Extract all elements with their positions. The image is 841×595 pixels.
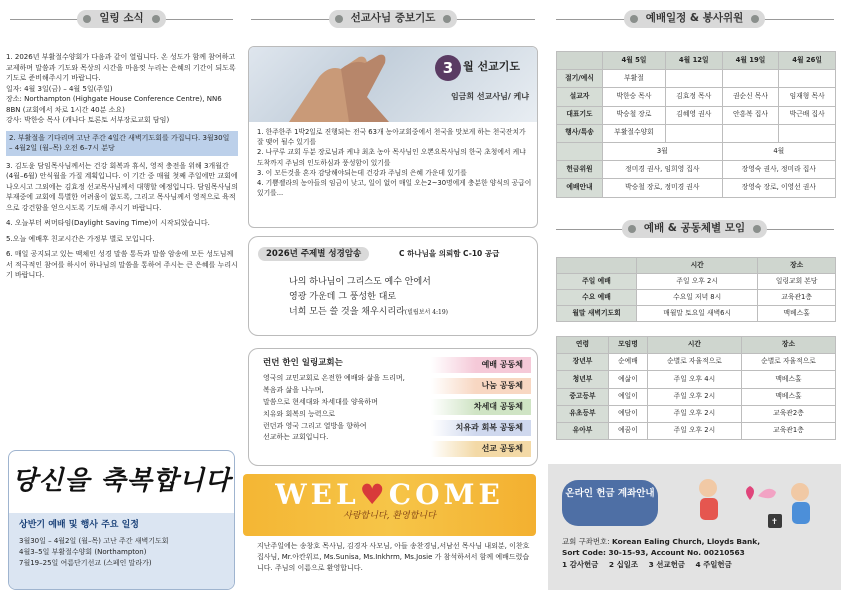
row-label (557, 142, 603, 160)
table-row (557, 106, 836, 124)
table-cell: 박승철 장로 (603, 106, 666, 124)
community-tag: 선교 공동체 (431, 441, 531, 457)
worship-times-table (556, 257, 836, 322)
table-row (557, 388, 836, 405)
church-vision-title: 런던 한인 일링교회는 (263, 358, 343, 368)
date-header: 4월 5일 (603, 52, 666, 70)
table-cell: 정미경 권사, 임희영 집사 (603, 161, 723, 179)
table-cell: 교육관1층 (758, 290, 836, 306)
prayer-item: 3. 이 모든것을 혼자 감당해야되는데 건강과 주님의 은혜 가운데 있기를 (257, 168, 467, 177)
news-item-text: 1. 2026년 부활절수양회가 다음과 같이 열립니다. 온 성도가 함께 참여하고 교제하며 말씀과 기도와 목상의 시간을 마음껏 누리는 은혜의 기간이 되도록 기도로 준비해주시기 바랍니다. (6, 53, 236, 82)
column-header: 장소 (758, 258, 836, 274)
table-cell (779, 124, 836, 142)
vision-line: 치유와 회복의 능력으로 (263, 409, 336, 418)
verse-line: 영광 가운데 그 풍성한 대로 (289, 291, 397, 302)
online-offering-panel (548, 464, 841, 590)
table-row (557, 124, 836, 142)
row-label: 설교자 (557, 88, 603, 106)
table-header-row (557, 52, 836, 70)
community-tag: 차세대 공동체 (431, 399, 531, 415)
table-cell (779, 70, 836, 88)
table-cell: 순예배 (609, 354, 648, 371)
prayer-item: 4. 기쁨젤라의 농아들의 임금이 낮고, 일이 없어 매일 오는2~30명에게 충분한 양식의 공급이 있기를... (257, 178, 532, 198)
table-cell: 김혜영 권사 (665, 106, 722, 124)
blessing-card (8, 450, 235, 590)
news-item: 5.오늘 예배후 친교시간은 가정부 별로 모입니다. (6, 234, 155, 243)
date-header: 4월 26일 (779, 52, 836, 70)
table-cell (722, 70, 779, 88)
table-row (557, 422, 836, 439)
table-cell: 박근배 집사 (779, 106, 836, 124)
offering-type: 1 감사헌금 (562, 559, 599, 569)
month-cell: 4월 (722, 142, 835, 160)
news-item: 3. 김도윤 담임목사님께서는 건강 회복과 휴식, 영적 충전을 위해 3개월간 (4월–6월) 안식월을 가질 계획입니다. 이 기간 중 매월 첫째 주일에만 교회에 나오시고 그외에는 김효정 선교목사님께서 대행할 예정입니다. 담임목사님의 부재중에 교회에 특별한 어려움이 없도록, 그리고 목사님께서 영적으로 육적으로 강건함을 얻으시도록 기도해 주시기 바랍니다. (6, 161, 238, 212)
column-header: 시간 (637, 258, 758, 274)
row-label: 수요 예배 (557, 290, 637, 306)
table-cell: 장영숙 권사, 정미라 집사 (722, 161, 835, 179)
news-list (6, 52, 238, 286)
welcome-title-a: WEL (275, 478, 360, 511)
blessing-row: 3월30일 – 4월2일 (월–목) 고난 주간 새벽기도회 (19, 537, 169, 546)
prayer-month-number: 3 (435, 55, 461, 81)
table-row (557, 161, 836, 179)
table-cell: 부활절 (603, 70, 666, 88)
memory-verse-topic: C 하나님을 의뢰함 C-10 공급 (399, 249, 500, 258)
prayer-missionary: 임금희 선교사님/ 케냐 (450, 92, 529, 101)
news-item-text: 일자: 4월 3일(금) – 4월 5일(주일) (6, 84, 113, 93)
verse-line-text: 너희 모든 쓸 것을 채우시리라 (289, 306, 405, 317)
row-label: 청년부 (557, 371, 609, 388)
bank-line-2: Sort Code: 30-15-93, Account No. 00210563 (562, 548, 745, 558)
news-item-text: 장소: Northampton (Highgate House Conference Centre), NN6 8BN (교회에서 차로 1시간 40분 소요) (6, 95, 222, 114)
prayer-header (243, 10, 543, 28)
table-cell: 순별로 자율적으로 (741, 354, 835, 371)
community-meetings-table (556, 336, 836, 440)
news-item-text: 강사: 박한승 목사 (캐나다 토론토 서부장로교회 담임) (6, 116, 170, 124)
bank-name: Korean Ealing Church, Lloyds Bank, (612, 537, 761, 546)
table-row (557, 179, 836, 197)
table-cell: 일링교회 본당 (758, 274, 836, 290)
row-label: 절기/예식 (557, 70, 603, 88)
table-cell: 예일이 (609, 388, 648, 405)
row-label: 월말 새벽기도회 (557, 306, 637, 322)
row-label: 장년부 (557, 354, 609, 371)
offering-type: 2 십일조 (608, 559, 638, 569)
prayer-header-label: 선교사님 중보기도 (329, 10, 458, 27)
column-header: 장소 (741, 337, 835, 354)
table-cell: 맥베스홀 (741, 388, 835, 405)
bank-line-1 (562, 536, 760, 547)
schedule-header-label: 예배일정 & 봉사위원 (624, 10, 766, 27)
table-cell: 주일 오후 4시 (647, 371, 741, 388)
table-cell (665, 124, 722, 142)
news-column (0, 0, 243, 595)
row-label: 유아부 (557, 422, 609, 439)
table-cell: 권순신 목사 (722, 88, 779, 106)
blessing-row: 7월19–25일 여름단기선교 (스페인 말라가) (19, 558, 152, 567)
month-row (557, 142, 836, 160)
row-label: 중고등부 (557, 388, 609, 405)
table-cell: 주일 오후 2시 (637, 274, 758, 290)
memory-verse-card (248, 236, 538, 336)
row-label: 행사/특송 (557, 124, 603, 142)
table-row (557, 70, 836, 88)
table-header-row (557, 258, 836, 274)
table-cell: 장영숙 장로, 이영선 권사 (722, 179, 835, 197)
table-cell: 수요일 저녁 8시 (637, 290, 758, 306)
schedule-header (548, 10, 841, 28)
table-cell: 예삶이 (609, 371, 648, 388)
vision-line: 선교하는 교회입니다. (263, 433, 329, 442)
table-cell: 주일 오후 2시 (647, 422, 741, 439)
offering-types (562, 559, 760, 570)
online-offering-badge: 온라인 헌금 계좌안내 (562, 480, 658, 526)
schedule-column (548, 0, 841, 595)
prayer-item: 2. 나쿠루 교회 두분 장로님과 케냐 최초 농아 목사님인 오뽄요목사님의 한국 초청에서 케냐 도착까지 주님의 인도하심과 풍성함이 있기를 (257, 148, 526, 167)
memory-verse-tag: 2026년 주제별 성경암송 (258, 247, 369, 261)
verse-line (289, 305, 448, 320)
row-label: 유초등부 (557, 405, 609, 422)
blessing-schedule (9, 513, 234, 590)
blessing-title: 상반기 예배 및 행사 주요 일정 (19, 520, 139, 530)
table-row (557, 306, 836, 322)
offering-type: 3 선교헌금 (648, 559, 685, 569)
table-cell: 맥베스홀 (741, 371, 835, 388)
table-cell: 김효정 목사 (665, 88, 722, 106)
table-cell: 주일 오후 2시 (647, 405, 741, 422)
news-header (0, 10, 243, 28)
church-vision-card (248, 348, 538, 466)
table-cell: 교육관2층 (741, 405, 835, 422)
community-tag: 치유과 회복 공동체 (431, 420, 531, 436)
news-item-highlight: 2. 부활절을 기다리며 고난 주간 4일간 새벽기도회를 가집니다. 3월30일 – 4월2일 (월–목) 오전 6–7시 분당 (6, 131, 238, 156)
column-header: 시간 (647, 337, 741, 354)
row-label: 주일 예배 (557, 274, 637, 290)
date-header: 4월 19일 (722, 52, 779, 70)
table-cell: 예꿈이 (609, 422, 648, 439)
prayer-list (257, 127, 533, 198)
community-tag: 예배 공동체 (431, 357, 531, 373)
table-row (557, 405, 836, 422)
church-vision-text (263, 373, 405, 444)
table-corner (557, 52, 603, 70)
table-cell: 임재형 목사 (779, 88, 836, 106)
month-cell: 3월 (603, 142, 723, 160)
table-row (557, 88, 836, 106)
prayer-card (248, 46, 538, 228)
welcome-subtitle: 사랑합니다, 환영합니다 (343, 511, 436, 521)
service-schedule-table (556, 51, 836, 198)
table-cell: 순별로 자율적으로 (647, 354, 741, 371)
table-row (557, 371, 836, 388)
table-cell: 주일 오후 2시 (647, 388, 741, 405)
table-row (557, 290, 836, 306)
row-label: 대표기도 (557, 106, 603, 124)
people-heart-illustration-icon (688, 470, 828, 540)
table-cell: 예담이 (609, 405, 648, 422)
heart-icon: ♥ (359, 478, 389, 511)
svg-text:✝: ✝ (771, 517, 778, 526)
verse-line: 나의 하나님이 그리스도 예수 안에서 (289, 277, 431, 287)
bank-line-prefix: 교회 구좌번호: (562, 537, 613, 546)
column-header: 모임명 (609, 337, 648, 354)
offering-type: 4 주일헌금 (695, 559, 732, 569)
verse-reference: (빌립보서 4:19) (404, 308, 449, 316)
prayer-item: 1. 한주한주 1박2일로 진행되는 전국 63개 농아교회중에서 천국을 맛보게 하는 천국잔치가 잘 맺어 될수 있기를 (257, 128, 526, 147)
news-item: 4. 오늘부터 써머타임(Daylight Saving Time)이 시작되었습니다. (6, 219, 210, 227)
vision-line: 영국의 교민교회로 온전한 예배와 삶을 드리며, (263, 374, 405, 382)
table-cell: 맥베스홀 (758, 306, 836, 322)
news-header-label: 일링 소식 (77, 10, 165, 27)
welcome-title-b: COME (388, 478, 504, 511)
community-tag: 나눔 공동체 (431, 378, 531, 394)
welcome-banner (243, 474, 536, 536)
column-header (557, 258, 637, 274)
vision-line: 런던과 영국 그리고 열방을 향하여 (263, 421, 367, 430)
prayer-month-label: 월 선교기도 (463, 60, 520, 73)
table-cell: 매월말 토요일 새벽6시 (637, 306, 758, 322)
prayer-column (243, 0, 543, 595)
table-cell (722, 124, 779, 142)
table-cell: 부활절수양회 (603, 124, 666, 142)
worship-header (548, 220, 841, 238)
welcome-text: 지난주일에는 송창호 목사님, 김경자 사모님, 아들 송찬경님,서남선 목사님 내외분, 이찬호 집사님, Mr.아칸위르, Ms.Sunisa, Ms.Inkhrm, Ms.Josie 가 참석하셔서 함께 예배드렸습니다. 주님의 이름으로 환영합니다. (257, 542, 530, 572)
welcome-title (243, 474, 536, 512)
memory-verse-text (289, 275, 448, 320)
row-label: 예배안내 (557, 179, 603, 197)
table-cell: 박한승 목사 (603, 88, 666, 106)
news-item (6, 52, 238, 126)
table-header-row (557, 337, 836, 354)
vision-line: 말씀으로 현세대와 차세대를 양육하며 (263, 397, 378, 406)
table-cell: 교육관1층 (741, 422, 835, 439)
vision-line: 복음과 삶을 나누며, (263, 385, 324, 394)
table-row (557, 354, 836, 371)
table-row (557, 274, 836, 290)
worship-header-label: 예배 & 공동체별 모임 (622, 220, 767, 237)
table-cell: 안흥복 집사 (722, 106, 779, 124)
row-label: 헌금위원 (557, 161, 603, 179)
news-item: 6. 매일 공지되고 있는 맥체인 성경 말씀 통독과 말씀 암송에 모든 성도님께서 적극적인 참여를 하시어 하나님의 말씀을 통하여 주시는 큰 은혜를 누리시기 바랍니다. (6, 250, 238, 279)
blessing-row: 4월3–5일 부활절수양회 (Northampton) (19, 547, 147, 556)
table-cell: 박승철 장로, 정미경 권사 (603, 179, 723, 197)
column-header: 연령 (557, 337, 609, 354)
table-cell (665, 70, 722, 88)
blessing-calligraphy: 당신을 축복합니다 (12, 466, 231, 497)
bank-details (562, 536, 760, 570)
date-header: 4월 12일 (665, 52, 722, 70)
